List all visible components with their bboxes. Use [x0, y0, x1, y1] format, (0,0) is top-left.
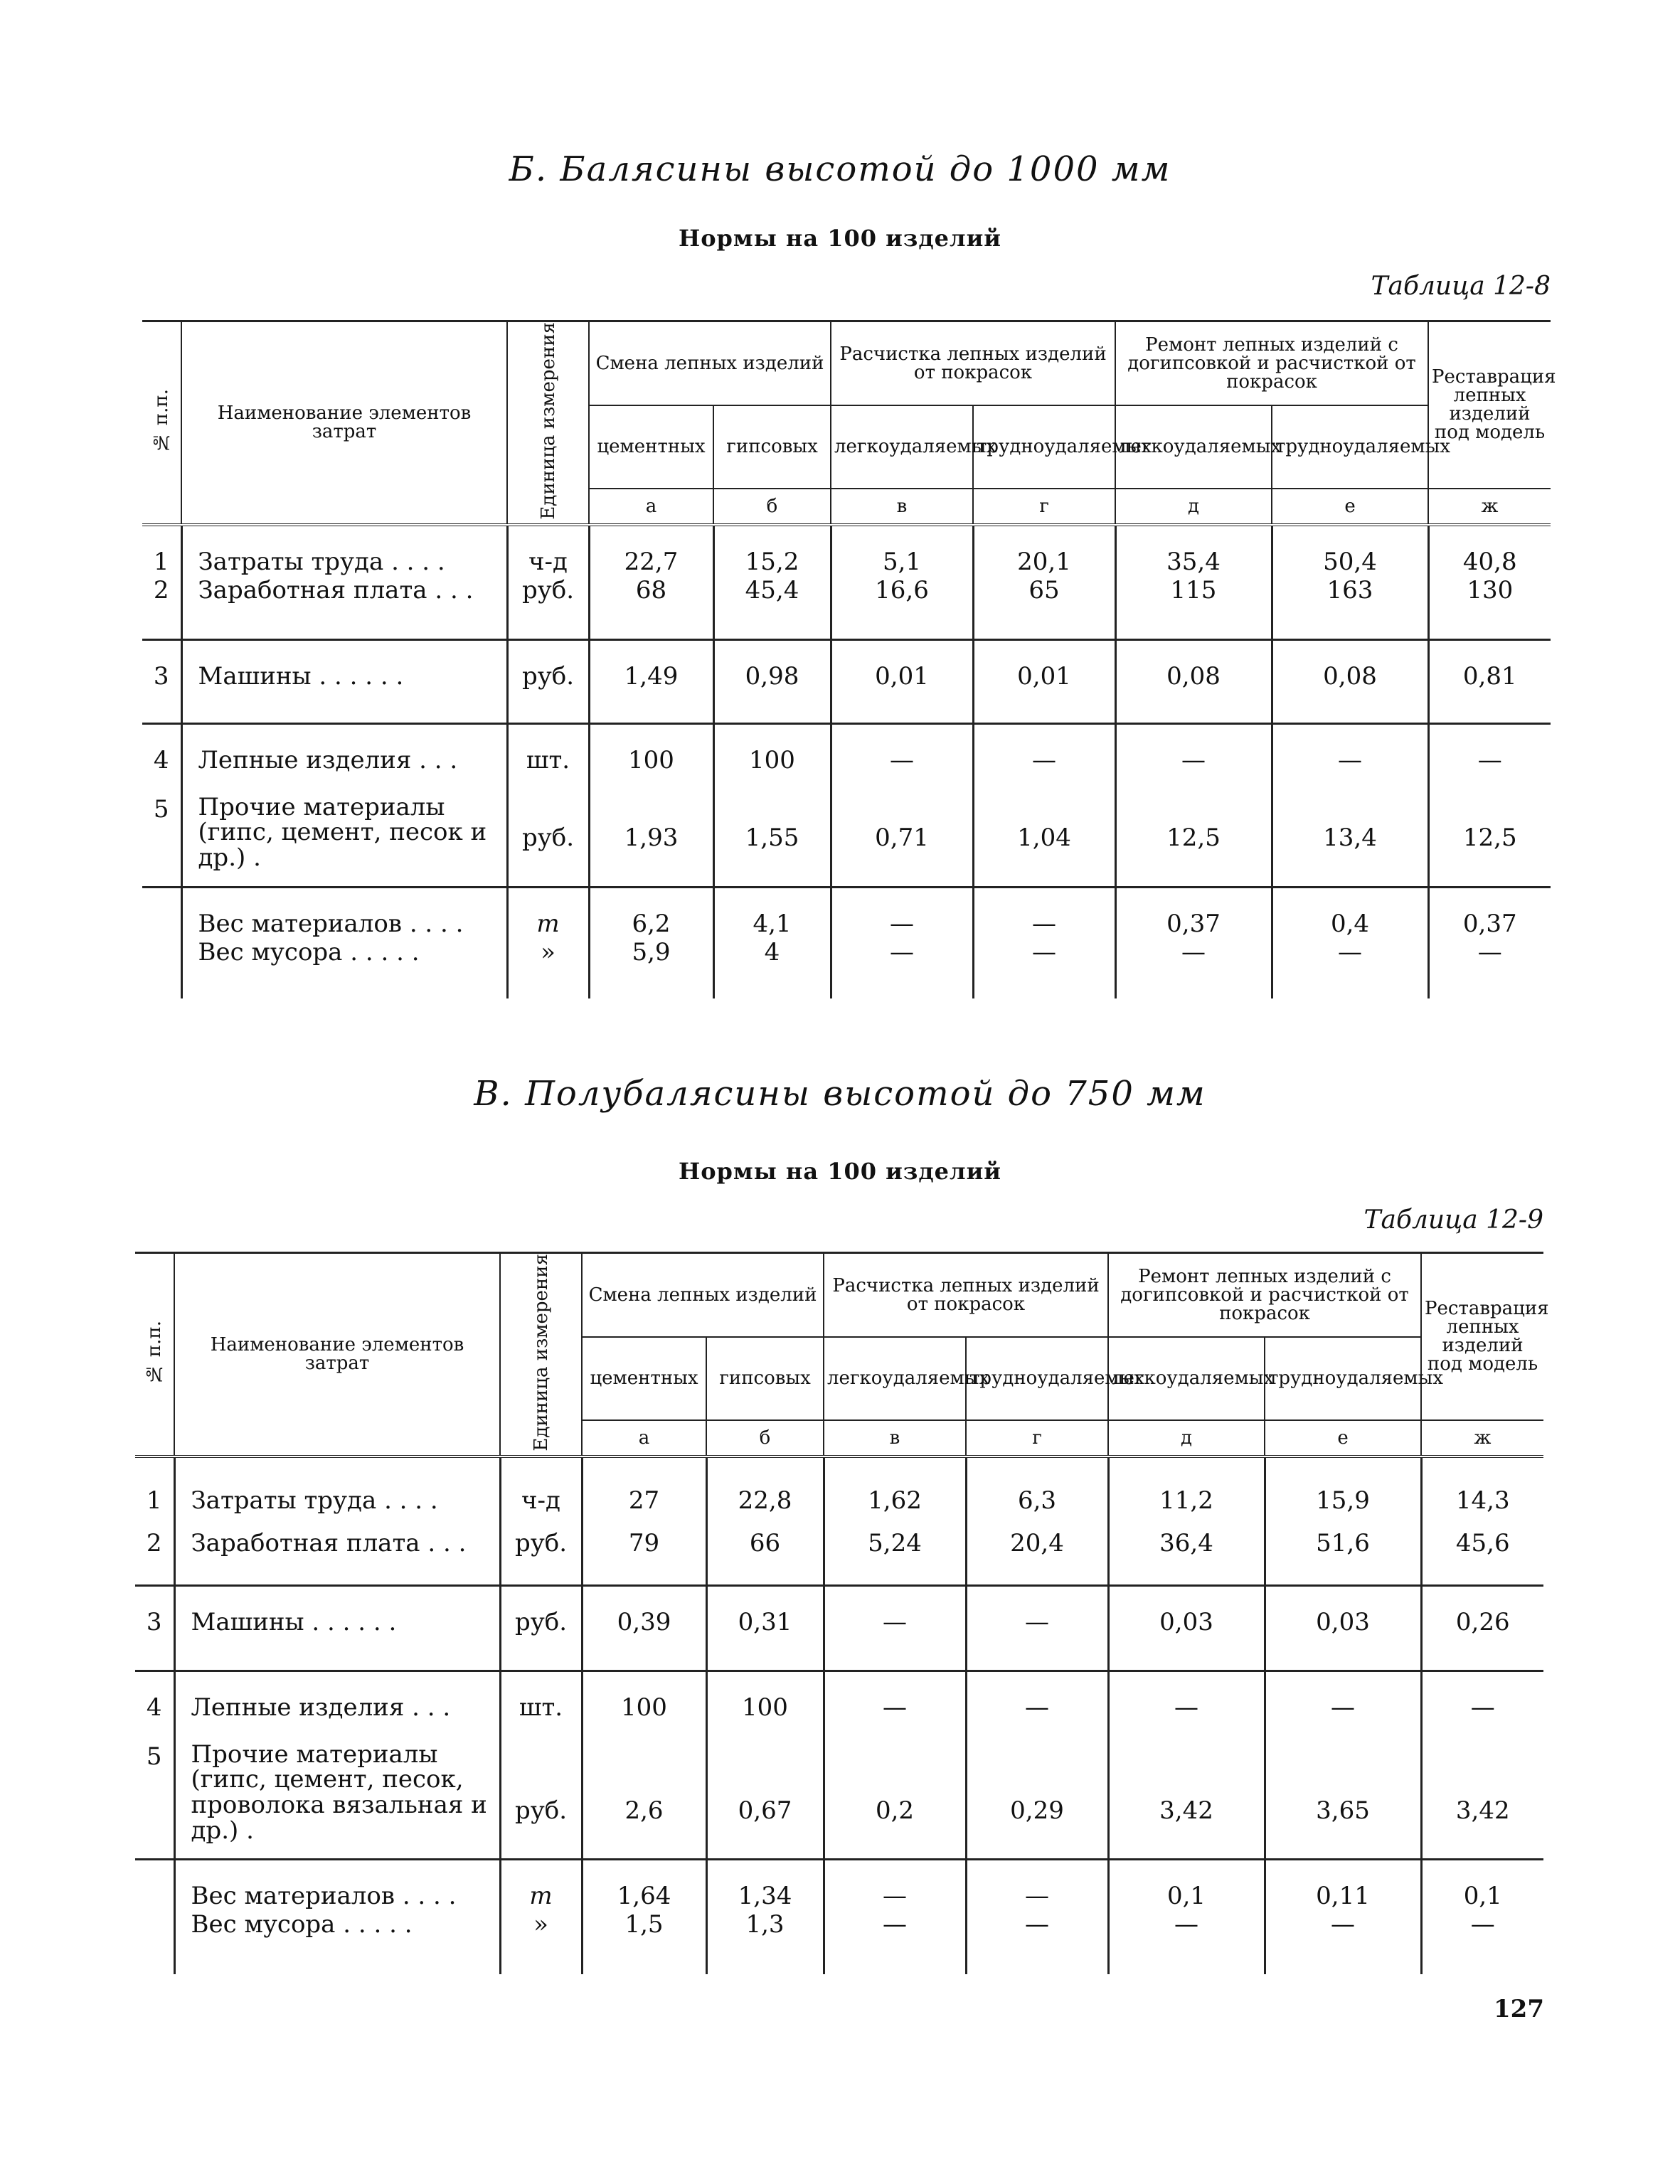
table-row	[135, 1586, 1543, 1671]
cell-b: 1,55	[713, 795, 831, 888]
cell-g: 20,1	[973, 525, 1115, 576]
cell-d: 11,2	[1108, 1456, 1265, 1515]
cell-v: 0,2	[824, 1742, 966, 1860]
letter-b: б	[713, 489, 831, 525]
cell-zh: —	[1428, 938, 1551, 998]
table-12-9	[135, 1252, 1549, 1974]
row-num	[142, 888, 181, 939]
group-repair-header: Ремонт лепных изделий с догипсовкой и расчисткой от покрасок	[1108, 1253, 1421, 1338]
cell-zh: 40,8	[1428, 525, 1551, 576]
row-unit: шт.	[507, 724, 589, 795]
cell-v: 0,01	[831, 640, 973, 724]
letter-zh: ж	[1421, 1420, 1543, 1456]
table-row	[142, 795, 1551, 888]
sub-header-e: трудноудаляемых	[1272, 405, 1428, 489]
letter-g: г	[966, 1420, 1108, 1456]
table-row	[142, 888, 1551, 939]
cell-d: —	[1115, 938, 1272, 998]
letter-e: е	[1272, 489, 1428, 525]
cell-a: 22,7	[589, 525, 713, 576]
table-row	[135, 1515, 1543, 1586]
cell-a: 100	[589, 724, 713, 795]
sub-header-g: трудноудаляемых	[966, 1337, 1108, 1420]
row-name: Заработная плата . . .	[181, 576, 507, 640]
row-name: Машины . . . . . .	[174, 1586, 500, 1671]
sub-header-d: легкоудаляемых	[1115, 405, 1272, 489]
cell-v: —	[824, 1860, 966, 1911]
group-repair-header: Ремонт лепных изделий с догипсовкой и расчисткой от покрасок	[1115, 321, 1428, 406]
sub-header-b: гипсовых	[706, 1337, 824, 1420]
table-row	[142, 576, 1551, 640]
cell-g: 0,01	[973, 640, 1115, 724]
cell-v: —	[824, 1671, 966, 1742]
row-name: Вес мусора . . . . .	[181, 938, 507, 998]
table-row	[142, 640, 1551, 724]
cell-d: 36,4	[1108, 1515, 1265, 1586]
cell-g: —	[966, 1586, 1108, 1671]
sub-header-a: цементных	[582, 1337, 706, 1420]
cell-b: 4	[713, 938, 831, 998]
row-unit: т	[507, 888, 589, 939]
section-b-table-label: Таблица 12-8	[1371, 272, 1551, 301]
section-v-subtitle: Нормы на 100 изделий	[678, 1158, 1002, 1185]
table-row	[135, 1860, 1543, 1911]
row-unit: руб.	[500, 1515, 582, 1586]
cell-e: 50,4	[1272, 525, 1428, 576]
letter-b: б	[706, 1420, 824, 1456]
letter-v: в	[824, 1420, 966, 1456]
cell-b: 100	[713, 724, 831, 795]
cell-b: 100	[706, 1671, 824, 1742]
cell-d: —	[1108, 1910, 1265, 1974]
table-row	[142, 724, 1551, 795]
row-name: Вес материалов . . . .	[174, 1860, 500, 1911]
letter-a: а	[589, 489, 713, 525]
cell-d: 0,03	[1108, 1586, 1265, 1671]
row-num	[135, 1860, 174, 1911]
cell-v: 5,1	[831, 525, 973, 576]
table-row	[135, 1456, 1543, 1515]
group-replace-header: Смена лепных изделий	[589, 321, 831, 406]
letter-a: а	[582, 1420, 706, 1456]
cell-g: —	[966, 1671, 1108, 1742]
cell-zh: 12,5	[1428, 795, 1551, 888]
cell-e: 13,4	[1272, 795, 1428, 888]
row-num: 4	[135, 1671, 174, 1742]
row-name: Прочие материалы (гипс, цемент, песок и др.) .	[181, 795, 507, 888]
cell-v: 16,6	[831, 576, 973, 640]
sub-header-a: цементных	[589, 405, 713, 489]
cell-a: 68	[589, 576, 713, 640]
table-row	[142, 525, 1551, 576]
row-unit: »	[507, 938, 589, 998]
cell-v: —	[831, 724, 973, 795]
cell-a: 1,5	[582, 1910, 706, 1974]
cell-zh: —	[1428, 724, 1551, 795]
cell-a: 1,49	[589, 640, 713, 724]
cell-zh: 14,3	[1421, 1456, 1543, 1515]
group-clean-header: Расчистка лепных изделий от покрасок	[831, 321, 1115, 406]
cell-v: —	[824, 1586, 966, 1671]
cell-v: 1,62	[824, 1456, 966, 1515]
row-unit: руб.	[507, 640, 589, 724]
cell-d: 0,08	[1115, 640, 1272, 724]
row-num: 1	[135, 1456, 174, 1515]
cell-b: 0,98	[713, 640, 831, 724]
cell-e: 163	[1272, 576, 1428, 640]
row-unit: шт.	[500, 1671, 582, 1742]
row-name: Вес мусора . . . . .	[174, 1910, 500, 1974]
cell-v: —	[824, 1910, 966, 1974]
cell-a: 79	[582, 1515, 706, 1586]
row-unit: руб.	[507, 795, 589, 888]
row-name: Затраты труда . . . .	[181, 525, 507, 576]
section-v-table-label: Таблица 12-9	[1363, 1205, 1543, 1235]
row-unit: »	[500, 1910, 582, 1974]
letter-e: е	[1265, 1420, 1421, 1456]
cell-v: —	[831, 888, 973, 939]
name-column-header: Наименование элементов затрат	[181, 321, 507, 525]
cell-zh: 0,26	[1421, 1586, 1543, 1671]
cell-d: 0,37	[1115, 888, 1272, 939]
row-num: 1	[142, 525, 181, 576]
row-unit: руб.	[507, 576, 589, 640]
name-column-header: Наименование элементов затрат	[174, 1253, 500, 1456]
cell-zh: 0,37	[1428, 888, 1551, 939]
cell-g: 1,04	[973, 795, 1115, 888]
cell-a: 1,64	[582, 1860, 706, 1911]
group-restore-header: Реставрация лепных изделий под модель	[1428, 321, 1551, 489]
num-column-header: № п.п.	[142, 321, 181, 525]
cell-zh: —	[1421, 1671, 1543, 1742]
row-name: Вес материалов . . . .	[181, 888, 507, 939]
cell-b: 22,8	[706, 1456, 824, 1515]
cell-d: —	[1108, 1671, 1265, 1742]
cell-d: —	[1115, 724, 1272, 795]
row-unit: ч-д	[507, 525, 589, 576]
cell-g: 6,3	[966, 1456, 1108, 1515]
cell-a: 1,93	[589, 795, 713, 888]
sub-header-d: легкоудаляемых	[1108, 1337, 1265, 1420]
cell-b: 0,67	[706, 1742, 824, 1860]
cell-e: 0,4	[1272, 888, 1428, 939]
cell-e: —	[1265, 1910, 1421, 1974]
cell-a: 0,39	[582, 1586, 706, 1671]
row-num	[142, 938, 181, 998]
table-row	[135, 1671, 1543, 1742]
row-unit: руб.	[500, 1586, 582, 1671]
cell-e: 3,65	[1265, 1742, 1421, 1860]
row-unit: т	[500, 1860, 582, 1911]
cell-g: —	[973, 888, 1115, 939]
cell-a: 6,2	[589, 888, 713, 939]
cell-g: —	[973, 724, 1115, 795]
cell-b: 15,2	[713, 525, 831, 576]
cell-g: —	[966, 1910, 1108, 1974]
cell-b: 45,4	[713, 576, 831, 640]
row-num: 2	[142, 576, 181, 640]
cell-a: 27	[582, 1456, 706, 1515]
row-num: 4	[142, 724, 181, 795]
letter-d: д	[1115, 489, 1272, 525]
row-name: Лепные изделия . . .	[174, 1671, 500, 1742]
cell-e: —	[1265, 1671, 1421, 1742]
letter-g: г	[973, 489, 1115, 525]
cell-e: 0,11	[1265, 1860, 1421, 1911]
cell-e: —	[1272, 724, 1428, 795]
section-v-title: В. Полубалясины высотой до 750 мм	[474, 1074, 1206, 1114]
row-num: 3	[142, 640, 181, 724]
cell-zh: 130	[1428, 576, 1551, 640]
num-column-header: № п.п.	[135, 1253, 174, 1456]
cell-zh: —	[1421, 1910, 1543, 1974]
cell-b: 1,3	[706, 1910, 824, 1974]
page-number: 127	[1494, 1995, 1544, 2023]
group-clean-header: Расчистка лепных изделий от покрасок	[824, 1253, 1108, 1338]
cell-a: 2,6	[582, 1742, 706, 1860]
row-name: Прочие материалы (гипс, цемент, песок, проволока вязальная и др.) .	[174, 1742, 500, 1860]
cell-zh: 3,42	[1421, 1742, 1543, 1860]
row-num: 2	[135, 1515, 174, 1586]
row-name: Заработная плата . . .	[174, 1515, 500, 1586]
unit-column-header: Единица измерения	[507, 321, 589, 525]
cell-d: 0,1	[1108, 1860, 1265, 1911]
cell-d: 115	[1115, 576, 1272, 640]
row-num: 3	[135, 1586, 174, 1671]
cell-g: 65	[973, 576, 1115, 640]
cell-d: 3,42	[1108, 1742, 1265, 1860]
section-b-title: Б. Балясины высотой до 1000 мм	[509, 149, 1171, 189]
group-replace-header: Смена лепных изделий	[582, 1253, 824, 1338]
cell-g: 20,4	[966, 1515, 1108, 1586]
letter-d: д	[1108, 1420, 1265, 1456]
sub-header-b: гипсовых	[713, 405, 831, 489]
sub-header-v: легкоудаляемых	[831, 405, 973, 489]
cell-a: 5,9	[589, 938, 713, 998]
cell-g: 0,29	[966, 1742, 1108, 1860]
group-restore-header: Реставрация лепных изделий под модель	[1421, 1253, 1543, 1420]
cell-g: —	[973, 938, 1115, 998]
cell-v: 0,71	[831, 795, 973, 888]
unit-column-header: Единица измерения	[500, 1253, 582, 1456]
cell-b: 4,1	[713, 888, 831, 939]
cell-e: 51,6	[1265, 1515, 1421, 1586]
cell-b: 1,34	[706, 1860, 824, 1911]
sub-header-e: трудноудаляемых	[1265, 1337, 1421, 1420]
cell-zh: 0,1	[1421, 1860, 1543, 1911]
cell-d: 12,5	[1115, 795, 1272, 888]
table-row	[135, 1910, 1543, 1974]
row-name: Машины . . . . . .	[181, 640, 507, 724]
sub-header-g: трудноудаляемых	[973, 405, 1115, 489]
row-unit: руб.	[500, 1742, 582, 1860]
table-12-8	[142, 320, 1556, 998]
cell-d: 35,4	[1115, 525, 1272, 576]
section-b-subtitle: Нормы на 100 изделий	[678, 225, 1002, 252]
cell-e: —	[1272, 938, 1428, 998]
row-num: 5	[135, 1742, 174, 1860]
row-num: 5	[142, 795, 181, 888]
cell-e: 0,03	[1265, 1586, 1421, 1671]
letter-v: в	[831, 489, 973, 525]
row-name: Лепные изделия . . .	[181, 724, 507, 795]
cell-g: —	[966, 1860, 1108, 1911]
table-row	[142, 938, 1551, 998]
row-name: Затраты труда . . . .	[174, 1456, 500, 1515]
cell-b: 66	[706, 1515, 824, 1586]
letter-zh: ж	[1428, 489, 1551, 525]
cell-e: 0,08	[1272, 640, 1428, 724]
cell-b: 0,31	[706, 1586, 824, 1671]
table-row	[135, 1742, 1543, 1860]
cell-a: 100	[582, 1671, 706, 1742]
row-num	[135, 1910, 174, 1974]
cell-v: —	[831, 938, 973, 998]
cell-v: 5,24	[824, 1515, 966, 1586]
sub-header-v: легкоудаляемых	[824, 1337, 966, 1420]
cell-e: 15,9	[1265, 1456, 1421, 1515]
row-unit: ч-д	[500, 1456, 582, 1515]
cell-zh: 45,6	[1421, 1515, 1543, 1586]
cell-zh: 0,81	[1428, 640, 1551, 724]
